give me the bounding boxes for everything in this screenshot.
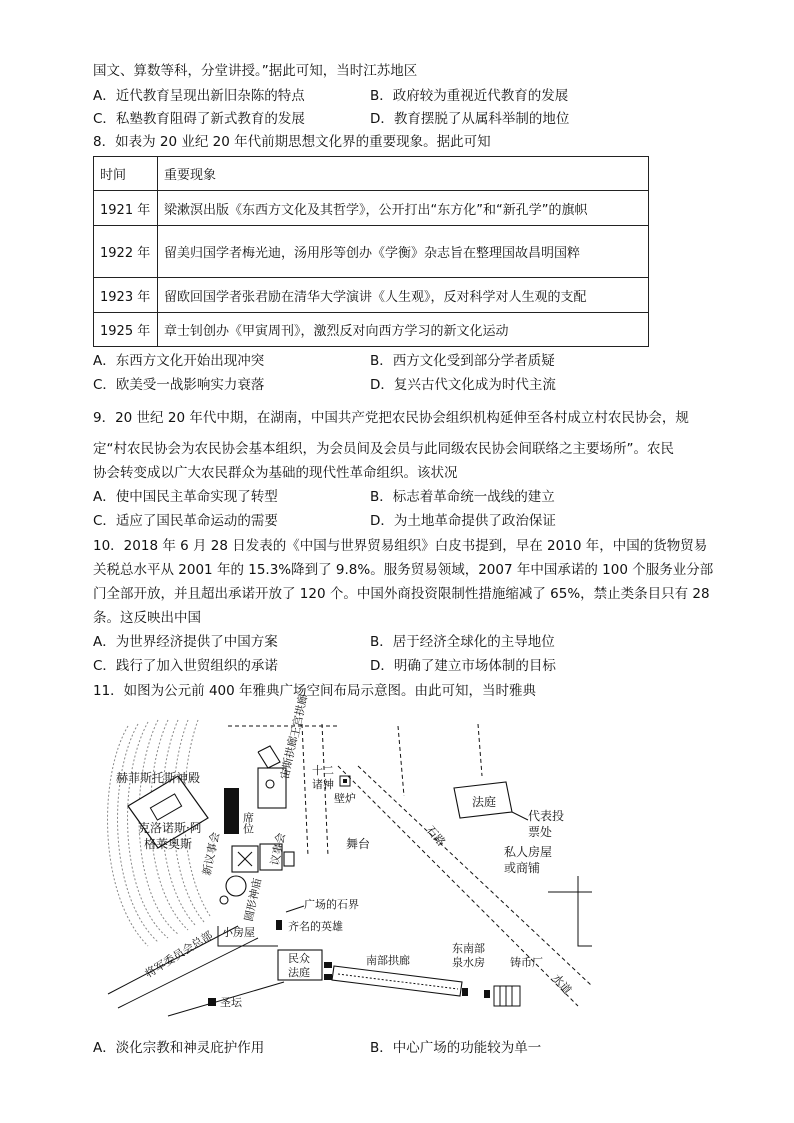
q11-option-b: B．中心广场的功能较为单一 — [370, 1040, 542, 1056]
q8-option-b: B．西方文化受到部分学者质疑 — [370, 353, 555, 369]
q10-option-a: A．为世界经济提供了中国方案 — [93, 634, 278, 650]
basileios-label: 王宫拱廊 — [288, 692, 311, 739]
q11-stem: 11．如图为公元前 400 年雅典广场空间布局示意图。由此可知，当时雅典 — [93, 683, 537, 699]
q8-option-c: C．欧美受一战影响实力衰落 — [93, 377, 265, 393]
table-cell-year: 1921 年 — [94, 191, 158, 226]
small-house-label: 小房屋 — [222, 926, 255, 939]
people-court-label-2: 法庭 — [288, 966, 310, 979]
delegate-label-2: 票处 — [528, 825, 553, 839]
q7-option-c: C．私塾教育阻碍了新式教育的发展 — [93, 111, 305, 127]
table-cell-event: 章士钊创办《甲寅周刊》，激烈反对向西方学习的新文化运动 — [158, 313, 649, 347]
q7-option-d: D．教育摆脱了从属科举制的地位 — [370, 111, 570, 127]
table-cell-year: 1923 年 — [94, 278, 158, 313]
mint-building — [494, 986, 520, 1006]
table-cell-event: 梁漱溟出版《东西方文化及其哲学》，公开打出“东方化”和“新孔学”的旗帜 — [158, 191, 649, 226]
q8-option-a: A．东西方文化开始出现冲突 — [93, 353, 265, 369]
hephaestus-label: 赫菲斯托斯神殿 — [116, 771, 201, 785]
q10-option-b: B．居于经济全球化的主导地位 — [370, 634, 555, 650]
south-stoa-label: 南部拱廊 — [366, 954, 410, 967]
court-label: 法庭 — [472, 795, 497, 809]
waterway-label: 水道 — [549, 971, 574, 997]
q9-option-b: B．标志着革命统一战线的建立 — [370, 489, 555, 505]
q7-option-b: B．政府较为重视近代教育的发展 — [370, 88, 569, 104]
q8-option-d: D．复兴古代文化成为时代主流 — [370, 377, 556, 393]
new-council-label: 新议事会 — [200, 830, 223, 877]
q8-table — [93, 156, 649, 347]
strategeion-label: 将军委员会总部 — [142, 928, 215, 981]
zeus-stoa-label: 宙斯拱廊 — [278, 734, 301, 781]
table-row — [94, 278, 649, 313]
q9-option-c: C．适应了国民革命运动的需要 — [93, 513, 278, 529]
holy-altar-label: 圣坛 — [220, 996, 242, 1009]
intro-continuation: 国文、算数等科，分堂讲授。”据此可知，当时江苏地区 — [93, 63, 418, 79]
q10-stem-line: 关税总水平从 2001 年的 15.3%降到了 9.8%。服务贸易领域，2007 年中国承诺的 100 个服务业分部 — [93, 562, 714, 578]
kolonos-label-1: 克洛诺斯·阿 — [138, 821, 202, 835]
kolonos-label-2: 格莱奥斯 — [144, 837, 193, 851]
heroes-label: 齐名的英雄 — [288, 920, 343, 933]
table-header-row — [94, 157, 649, 191]
private-label-2: 或商铺 — [504, 861, 541, 875]
q9-stem-line: 定“村农民协会为农民协会基本组织，为会员间及会员与此同级农民协会间联络之主要场所”。农民 — [93, 441, 674, 457]
q8-stem: 8．如表为 20 业纪 20 年代前期思想文化界的重要现象。据此可知 — [93, 134, 491, 150]
table-cell-event: 留美归国学者梅光迪，汤用彤等创办《学衡》杂志旨在整理国故昌明国粹 — [158, 226, 649, 278]
fountain-label-1: 东南部 — [452, 942, 485, 955]
seat-block — [224, 788, 239, 834]
boundary-label: 广场的石界 — [304, 898, 359, 911]
mint-label: 铸币厂 — [510, 956, 543, 969]
q9-stem-line: 协会转变成以广大农民群众为基础的现代性革命组织。该状况 — [93, 465, 458, 481]
people-court-label-1: 民众 — [288, 952, 310, 965]
table-cell-event: 留欧回国学者张君励在清华大学演讲《人生观》，反对科学对人生观的支配 — [158, 278, 649, 313]
q10-stem-line: 条。这反映出中国 — [93, 610, 201, 626]
q10-stem-line: 10．2018 年 6 月 28 日发表的《中国与世界贸易组织》白皮书提到，早在 2010 年，中国的货物贸易 — [93, 538, 708, 554]
council-label: 议事会 — [268, 831, 288, 867]
twelve-gods-label-1: 十二 — [312, 764, 334, 777]
private-houses — [548, 876, 592, 946]
table-header-phenomenon: 重要现象 — [158, 157, 649, 191]
q10-stem-line: 门全部开放，并且超出承诺开放了 120 个。中国外商投资限制性措施缩减了 65%，禁止类条目只有 28 — [93, 586, 710, 602]
fountain-label-2: 泉水房 — [452, 956, 485, 969]
q10-option-d: D．明确了建立市场体制的目标 — [370, 658, 556, 674]
table-row — [94, 191, 649, 226]
q10-option-c: C．践行了加入世贸组织的承诺 — [93, 658, 278, 674]
q9-stem-line: 9．20 世纪 20 年代中期，在湖南，中国共产党把农民协会组织机构延伸至各村成立村农民协会，规 — [93, 410, 689, 426]
delegate-label-1: 代表投 — [528, 809, 565, 823]
stage-label: 舞台 — [346, 837, 371, 851]
table-cell-year: 1925 年 — [94, 313, 158, 347]
q9-option-d: D．为土地革命提供了政治保证 — [370, 513, 556, 529]
table-cell-year: 1922 年 — [94, 226, 158, 278]
q9-option-a: A．使中国民主革命实现了转型 — [93, 489, 278, 505]
athens-agora-map — [108, 692, 592, 1016]
private-label-1: 私人房屋 — [504, 845, 553, 859]
metroon-label: 圆形神庙 — [242, 876, 265, 923]
table-row — [94, 226, 649, 278]
road-label: 石路 — [423, 823, 448, 849]
table-row — [94, 313, 649, 347]
altar-small-label: 壁炉 — [334, 792, 356, 805]
table-header-time: 时间 — [94, 157, 158, 191]
heroes-monument — [276, 920, 282, 930]
q7-option-a: A．近代教育呈现出新旧杂陈的特点 — [93, 88, 305, 104]
q11-option-a: A．淡化宗教和神灵庇护作用 — [93, 1040, 265, 1056]
seat-label: 席位 — [241, 812, 255, 834]
twelve-gods-label-2: 诸神 — [312, 778, 334, 791]
